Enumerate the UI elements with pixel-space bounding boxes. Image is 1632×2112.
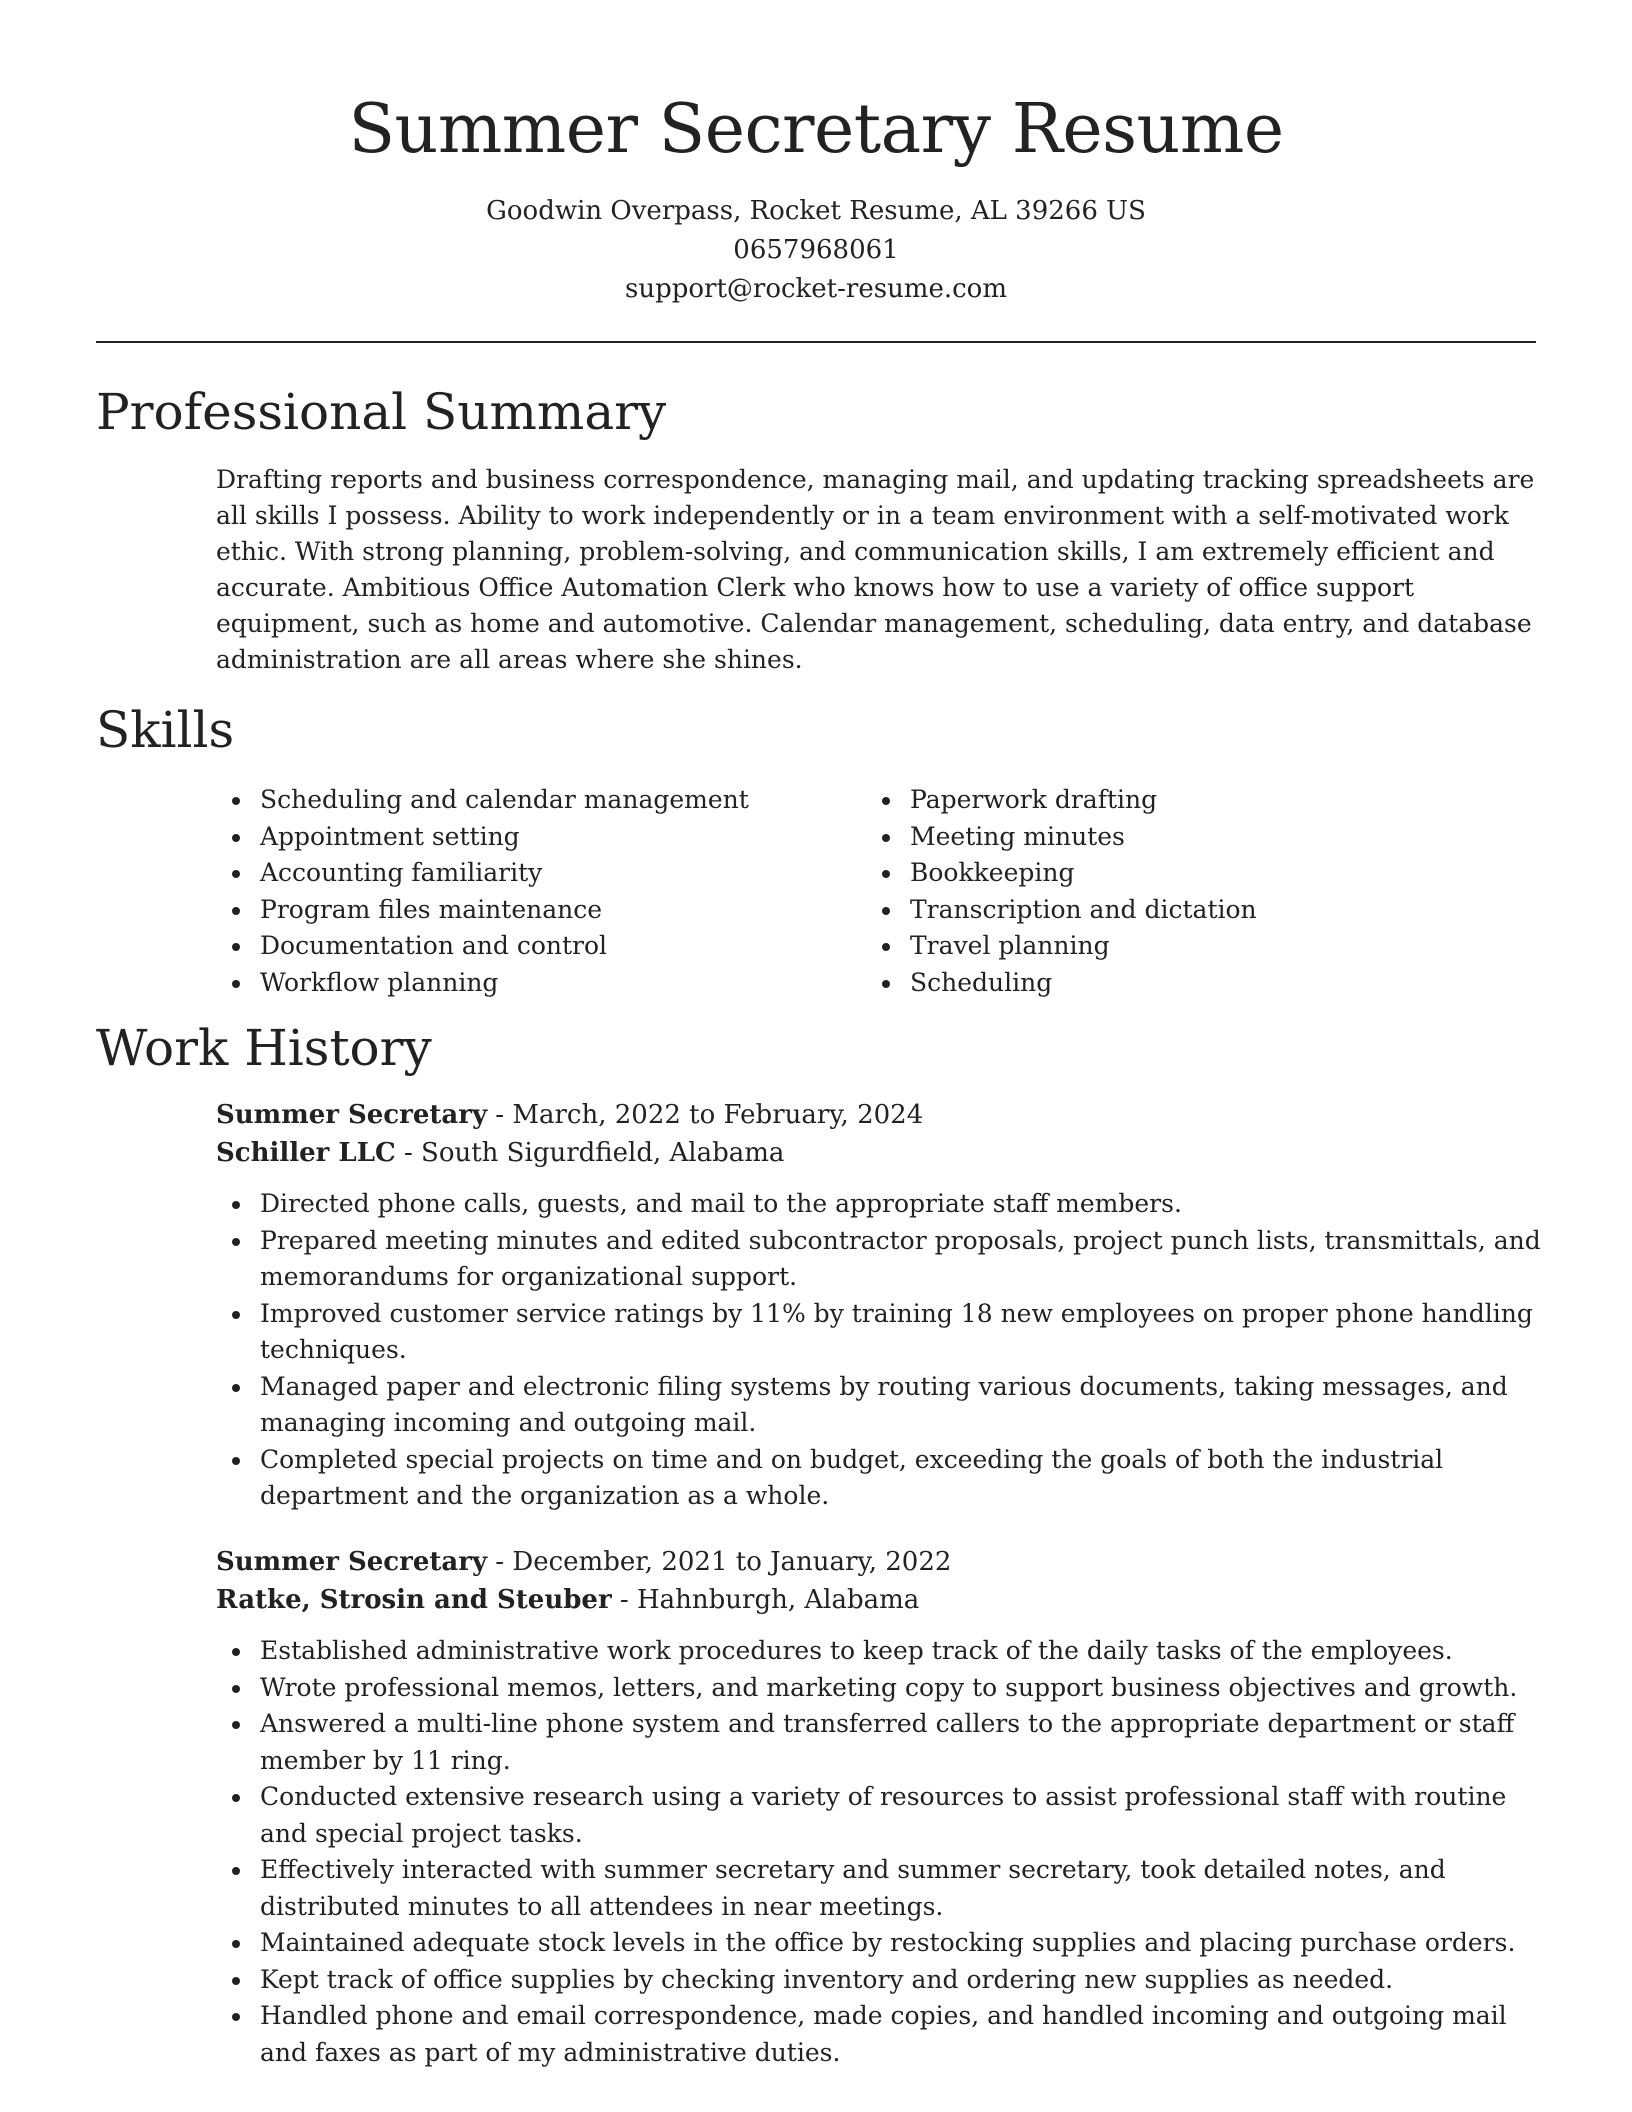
job-company-line [216,1581,1546,1619]
skill-item: Travel planning [866,928,1516,965]
skill-item: Scheduling and calendar management [216,782,866,819]
resume-header [0,80,1632,309]
skills-column-right [866,782,1516,1001]
skill-item: Program files maintenance [216,892,866,929]
contact-phone: 0657968061 [733,235,899,265]
job-bullet: Completed special projects on time and on budget, exceeding the goals of both the industrial department and the organization as a whole. [216,1442,1546,1515]
job-entry [216,1543,1546,2071]
skills-list [216,782,1536,1001]
header-divider [96,341,1536,343]
job-company: Schiller LLC [216,1138,396,1168]
skills-heading: Skills [96,701,235,759]
job-bullet: Managed paper and electronic filing systems by routing various documents, taking messages, and managing incoming and outgoing mail. [216,1369,1546,1442]
job-company: Ratke, Strosin and Steuber [216,1585,612,1615]
job-location: - Hahnburgh, Alabama [611,1585,920,1615]
job-title-line [216,1096,1546,1134]
job-location: - South Sigurdfield, Alabama [395,1138,785,1168]
contact-email: support@rocket-resume.com [624,274,1007,304]
resume-title: Summer Secretary Resume [348,90,1284,169]
job-bullet: Wrote professional memos, letters, and marketing copy to support business objectives and growth. [216,1670,1546,1707]
job-bullet: Improved customer service ratings by 11% by training 18 new employees on proper phone handling techniques. [216,1296,1546,1369]
skill-item: Bookkeeping [866,855,1516,892]
job-dates: - December, 2021 to January, 2022 [487,1547,952,1577]
skills-column-left [216,782,866,1001]
summary-text: Drafting reports and business correspondence, managing mail, and updating tracking spreadsheets are all skills I possess. Ability to work independently or in a team environment with a self-motivated work ethic. With strong planning, problem-solving, and communication skills, I am extremely efficient and accurate. Ambitious Office Automation Clerk who knows how to use a variety of office support equipment, such as home and automotive. Calendar management, scheduling, data entry, and database administration are all areas where she shines. [216,465,1535,674]
job-bullet: Effectively interacted with summer secretary and summer secretary, took detailed notes, and distributed minutes to all attendees in near meetings. [216,1852,1546,1925]
skill-item: Appointment setting [216,819,866,856]
job-company-line [216,1134,1546,1172]
job-bullet: Conducted extensive research using a variety of resources to assist professional staff with routine and special project tasks. [216,1779,1546,1852]
job-bullet: Answered a multi-line phone system and transferred callers to the appropriate department or staff member by 11 ring. [216,1706,1546,1779]
job-bullet: Established administrative work procedures to keep track of the daily tasks of the employees. [216,1633,1546,1670]
job-entry [216,1096,1546,1515]
job-bullet: Prepared meeting minutes and edited subcontractor proposals, project punch lists, transmittals, and memorandums for organizational support. [216,1223,1546,1296]
job-bullets [216,1633,1546,2071]
skill-item: Accounting familiarity [216,855,866,892]
contact-info [0,192,1632,309]
skill-item: Meeting minutes [866,819,1516,856]
summary-heading: Professional Summary [96,383,667,441]
job-title-line [216,1543,1546,1581]
skill-item: Paperwork drafting [866,782,1516,819]
work-history-heading: Work History [96,1019,432,1077]
skill-item: Documentation and control [216,928,866,965]
skill-item: Workflow planning [216,965,866,1002]
job-bullet: Kept track of office supplies by checking inventory and ordering new supplies as needed. [216,1962,1546,1999]
job-bullet: Maintained adequate stock levels in the office by restocking supplies and placing purchase orders. [216,1925,1546,1962]
skill-item: Scheduling [866,965,1516,1002]
job-bullet: Directed phone calls, guests, and mail to the appropriate staff members. [216,1186,1546,1223]
skill-item: Transcription and dictation [866,892,1516,929]
job-bullets [216,1186,1546,1515]
job-title: Summer Secretary [216,1547,488,1577]
job-bullet: Handled phone and email correspondence, made copies, and handled incoming and outgoing mail and faxes as part of my administrative duties. [216,1998,1546,2071]
contact-address: Goodwin Overpass, Rocket Resume, AL 39266 US [486,196,1146,226]
job-dates: - March, 2022 to February, 2024 [487,1100,924,1130]
job-title: Summer Secretary [216,1100,488,1130]
